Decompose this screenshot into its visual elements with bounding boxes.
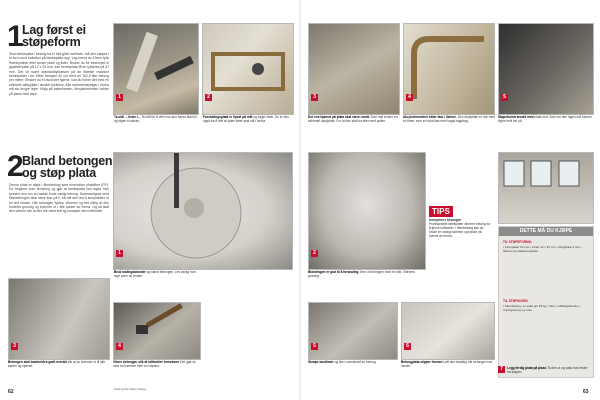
section1-step2-text: og sager lister. Du er den også fra å vite at siden lister skal stå i forma. — [203, 115, 289, 124]
section2-step1-caption — [114, 270, 200, 300]
section2-photo-2 — [308, 152, 426, 270]
credits-left: Tekst og foto: Bo(s) & Bygg — [114, 388, 146, 391]
frame-icon — [203, 24, 293, 114]
window-icon — [499, 153, 593, 223]
page-number-left: 62 — [8, 389, 14, 395]
section1-photo-4 — [403, 23, 495, 115]
section1-step3-caption — [308, 115, 400, 149]
section1-photo-1 — [113, 23, 199, 115]
section1-step4-title: Akrylstrimmelen sitter fast i listene. — [403, 115, 457, 119]
section2-step4-number: 4 — [116, 343, 123, 350]
section1-step5-text: plata mot. Selv om den lages må formen flytes hellt inn på. — [498, 115, 592, 124]
section1-step3-number: 3 — [311, 94, 318, 101]
section1-title-line1: Lag først ei — [22, 23, 86, 37]
tips-title: TIPS — [429, 206, 453, 217]
section2-step2-title: Blandingen er god til å forskaling — [308, 270, 359, 274]
section2-photo-4 — [113, 302, 201, 360]
section1-number: 1 — [7, 20, 24, 53]
section1-step1-text: Ta mål for å vite hvor stor forma skal bli, og skjær til skiven. — [114, 115, 198, 124]
section1-photo-5 — [498, 23, 594, 115]
section2-step2-number: 2 — [311, 250, 318, 257]
section1-body: Skal benkeplata i betong ha ei helt glatt overflate, må den støpes i ei form med bakoften på benkeplata opp. Lag forma av 19mm tykk finerkrysfiner eller annen plate og lister. Bruker du for eksempel ei gipsfiberplate på 12 x 25 mm, kan benkeplata få en tykkelse på 37 mm. Det vil svare standardtykkelsen på de flateste massive benkeplater i tre. Mind beregne 60 cm bred en 162,5 liter betong per meter. Ønsker du et avrundet hjørne, kan du forme det med en strimmel aktylplate i ønsket tykkelse. Alle sammenføyinger i forma må sin lengre linjer. Klipp på bakerkanten. Akrylstrimmelen holder på plass med tape. — [9, 52, 109, 96]
section1-step5-caption — [498, 115, 592, 149]
section1-step2-number: 2 — [205, 94, 212, 101]
section1-step5-number: 5 — [501, 94, 508, 101]
section2-step2-caption — [308, 270, 424, 300]
section2-step5-title: Skrape kantlister — [308, 360, 334, 364]
section2-step7-text: Ta den ut og vask bort rester fra støpen. — [507, 366, 588, 375]
saw-icon — [114, 24, 198, 114]
section1-step1-number: 1 — [116, 94, 123, 101]
section2-step2-text: Jevn ut betongen med en lekt. Vibreres grundig. — [308, 270, 415, 279]
section2-step3-title: Betongen skal bearbeides godt overalt — [8, 360, 67, 364]
section2-step5-number: 5 — [311, 343, 318, 350]
shopping-list-sub2: TIL STØPINGEN: — [503, 299, 529, 303]
section2-photo-1 — [113, 152, 293, 270]
section1-step3-text: Som mal bruker en strimmel akrylplate. For at den skal ha eller med spiker. — [308, 115, 398, 124]
shopping-list-text1: • Finerplater 19 mm • Lister 12 x 25 mm • Akrylplate 3 mm • Skruer og maskeringstape — [503, 246, 582, 253]
section2-step6-text: Løft den forsiktig når betongen har herdet. — [401, 360, 493, 369]
section1-step2-title: Forskalingsplata er lipset på mål — [203, 115, 253, 119]
section2-step6-number: 6 — [404, 343, 411, 350]
section2-step5-text: og fjern overskudd av betong. — [334, 360, 377, 364]
shopping-list-title: DETTE MÅ DU KJØPE — [499, 227, 593, 236]
section1-step4-number: 4 — [406, 94, 413, 101]
section1-step4-text: Den akrylplate er nok med en limer, som er holdt fast med kappt sagdrag. — [403, 115, 495, 124]
corner-icon — [404, 24, 494, 114]
section2-photo-room — [498, 152, 594, 224]
shopping-list-box — [498, 226, 594, 378]
shopping-list-text2: • Fiberbetong, en sekk per 25 kg • Vann • Malingsblander • Impregnering og voks — [503, 305, 581, 312]
section2-step3-text: slik at du kommer ut til alle kanter og hjørner. — [8, 360, 106, 369]
section2-step7-number: 7 — [498, 366, 505, 373]
section2-step1-text: og bland betongen. Les vanlig hvor mye vann du bruker. — [114, 270, 197, 279]
section2-step4-text: Det gjør du med en hammer eller en vibrator. — [113, 360, 197, 369]
page-number-right: 63 — [583, 389, 589, 395]
section2-step4-caption — [113, 360, 201, 386]
spread-gutter — [299, 0, 301, 400]
tips-text: Profesjonelle fabrikanter vibrerer betong for å fjerne luftbobler. I fiberbetong kan du bruke en vanlig hammer og banke på sidene av forma. — [429, 222, 491, 239]
mixer-icon — [114, 153, 292, 269]
section2-step4-title: Vibrer betongen slik at luftbobler forsvinner — [113, 360, 180, 364]
section1-step1-caption — [114, 115, 198, 149]
section2-number: 2 — [7, 150, 24, 183]
section2-step5-caption — [308, 360, 396, 386]
section2-step1-title: Bruk malingsblander — [114, 270, 146, 274]
section1-step4-caption — [403, 115, 495, 149]
section1-step2-caption — [203, 115, 293, 149]
section2-step6-title: Betongplata slipper formen — [401, 360, 443, 364]
section2-body: Denne plata er støpt i fiberbetong som inneholder plastfiber (PP). De fungerer som armering og gjør at benkeplata kan lages mye tynnere enn om du hadde brukt vanlig betong. Sammenlignet med fiberbetongen skal være klar på ti, så må den lett å kompaktere til en tett masse. Når betongen tyktes, vibreres og det viktig at den fordeles grundig og kommer ut i alle kanter av forma. Og så skal den vibrere slik at den blir mest tett og kompakt uten luftbobler. — [9, 183, 109, 214]
section2-photo-3 — [8, 278, 110, 360]
section2-photo-6 — [401, 302, 495, 360]
section2-step6-caption — [401, 360, 493, 386]
section2-step1-number: 1 — [116, 250, 123, 257]
section1-step3-title: Det ene hjørnet på plata skal være rundt. — [308, 115, 370, 119]
section2-step7-title: Legg ferdig plata på plass — [507, 366, 547, 370]
section1-title-line2: støpeform — [22, 35, 81, 49]
section2-step3-caption — [8, 360, 108, 386]
section2-title-line1: Bland betongen — [22, 154, 113, 168]
section1-step1-title: Ta mål ... lister i... — [114, 115, 141, 119]
section2-step7-caption — [507, 366, 592, 386]
section2-step3-number: 3 — [11, 343, 18, 350]
section1-photo-2 — [202, 23, 294, 115]
section2-photo-5 — [308, 302, 398, 360]
tips-subtitle: Komprimer betongen — [429, 218, 462, 222]
tips-body — [429, 218, 491, 268]
shopping-list-sub1: TIL STØPEFORMA: — [503, 240, 533, 244]
hammer-icon — [114, 303, 200, 359]
section2-title-line2: og støp plata — [22, 166, 96, 180]
section1-step5-title: Støpeforma snudd med — [498, 115, 534, 119]
section1-photo-3 — [308, 23, 400, 115]
